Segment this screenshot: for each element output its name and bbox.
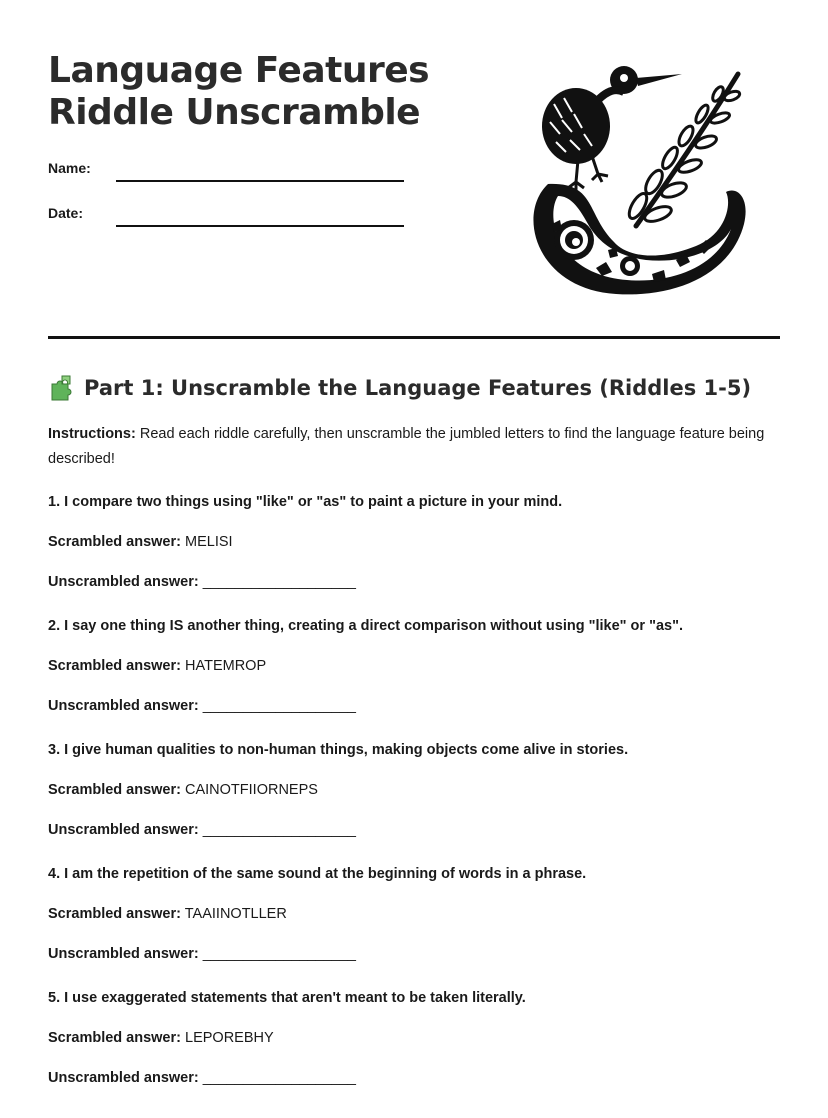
riddle-question: 3. I give human qualities to non-human things, making objects come alive in stories. [48, 742, 629, 758]
unscrambled-label: Unscrambled answer: [48, 946, 199, 962]
kiwi-bird-fern-koru-icon [526, 64, 750, 300]
unscrambled-answer[interactable] [48, 822, 356, 838]
name-label: Name: [48, 160, 91, 176]
riddle-question: 5. I use exaggerated statements that aren't meant to be taken literally. [48, 990, 526, 1006]
unscrambled-label: Unscrambled answer: [48, 574, 199, 590]
scrambled-answer [48, 782, 318, 798]
unscrambled-answer[interactable] [48, 1070, 356, 1086]
riddle-question: 1. I compare two things using "like" or "as" to paint a picture in your mind. [48, 494, 563, 510]
riddle-question: 2. I say one thing IS another thing, creating a direct comparison without using "like" or "as". [48, 618, 683, 634]
date-label: Date: [48, 205, 84, 221]
answer-blank[interactable]: ___________________ [202, 574, 356, 590]
scrambled-value: HATEMROP [185, 658, 267, 674]
answer-blank[interactable]: ___________________ [202, 822, 356, 838]
unscrambled-answer[interactable] [48, 698, 356, 714]
scrambled-answer [48, 658, 266, 674]
section-heading [48, 374, 751, 402]
scrambled-label: Scrambled answer: [48, 534, 181, 550]
unscrambled-label: Unscrambled answer: [48, 1070, 199, 1086]
scrambled-label: Scrambled answer: [48, 782, 181, 798]
instructions-text: Read each riddle carefully, then unscramble the jumbled letters to find the language feature being described! [48, 426, 765, 467]
section-heading-text: Part 1: Unscramble the Language Features (Riddles 1-5) [84, 376, 752, 400]
instructions [48, 422, 788, 472]
scrambled-value: LEPOREBHY [185, 1030, 274, 1046]
scrambled-answer [48, 906, 287, 922]
scrambled-label: Scrambled answer: [48, 906, 181, 922]
scrambled-answer [48, 1030, 274, 1046]
answer-blank[interactable]: ___________________ [202, 1070, 356, 1086]
scrambled-answer [48, 534, 233, 550]
unscrambled-answer[interactable] [48, 574, 356, 590]
scrambled-value: CAINOTFIIORNEPS [185, 782, 318, 798]
unscrambled-label: Unscrambled answer: [48, 822, 199, 838]
scrambled-value: TAAIINOTLLER [184, 906, 287, 922]
name-field[interactable] [116, 180, 404, 182]
scrambled-value: MELISI [185, 534, 233, 550]
date-field[interactable] [116, 225, 404, 227]
title-line-2: Riddle Unscramble [48, 92, 421, 133]
unscrambled-answer[interactable] [48, 946, 356, 962]
title-line-1: Language Features [48, 50, 430, 91]
section-divider [48, 336, 780, 339]
answer-blank[interactable]: ___________________ [202, 698, 356, 714]
riddle-question: 4. I am the repetition of the same sound at the beginning of words in a phrase. [48, 866, 587, 882]
unscrambled-label: Unscrambled answer: [48, 698, 199, 714]
instructions-label: Instructions: [48, 426, 136, 442]
answer-blank[interactable]: ___________________ [202, 946, 356, 962]
worksheet-title [48, 50, 429, 134]
puzzle-piece-icon [48, 374, 76, 402]
scrambled-label: Scrambled answer: [48, 658, 181, 674]
scrambled-label: Scrambled answer: [48, 1030, 181, 1046]
